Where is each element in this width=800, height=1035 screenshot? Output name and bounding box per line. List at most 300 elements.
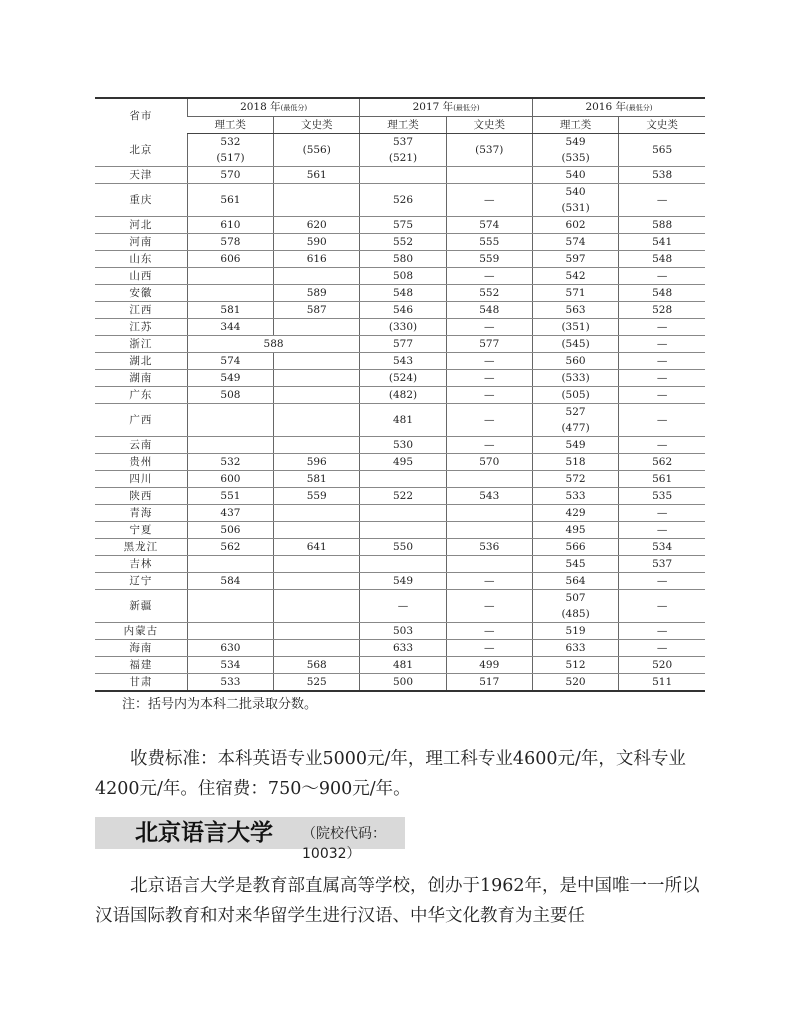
score-cell [532,454,618,471]
table-row [95,522,705,539]
province-cell: 黑龙江 [95,539,187,556]
score-cell [619,134,705,167]
score-value: 548 [392,287,414,299]
score-cell [274,454,360,471]
score-cell [274,167,360,184]
score-cell [446,217,532,234]
score-cell [532,353,618,370]
score-cell [619,623,705,640]
score-value: — [484,600,495,612]
score-value: 570 [220,169,241,181]
score-cell [187,539,273,556]
score-cell [532,404,618,437]
score-value: — [656,270,668,282]
score-value: 500 [392,676,414,688]
score-value: 588 [652,219,673,231]
score-value: 559 [306,490,327,502]
table-row [95,234,705,251]
score-cell [532,674,618,692]
score-cell [274,285,360,302]
score-value: 596 [306,456,327,468]
score-cell [532,573,618,590]
score-value: 495 [392,456,414,468]
score-cell [187,251,273,268]
province-cell: 山西 [95,268,187,285]
province-cell: 吉林 [95,556,187,573]
score-value: 518 [565,456,586,468]
school-name: 北京语言大学 [135,820,273,846]
province-cell: 安徽 [95,285,187,302]
score-cell [274,522,360,539]
province-cell: 新疆 [95,590,187,623]
table-row [95,640,705,657]
score-value: 543 [479,490,500,502]
table-row [95,184,705,217]
score-cell [360,556,446,573]
score-cell [532,539,618,556]
province-cell: 重庆 [95,184,187,217]
score-cell [446,404,532,437]
table-row [95,370,705,387]
score-value: — [656,355,668,367]
score-value: 575 [392,219,414,231]
score-value: 548 [652,287,673,299]
score-cell [619,217,705,234]
score-cell [446,285,532,302]
score-value: — [656,194,668,206]
score-cell [446,623,532,640]
score-cell [532,471,618,488]
score-cell [619,471,705,488]
score-value: 559 [479,253,500,265]
score-value: — [656,414,668,426]
province-cell: 四川 [95,471,187,488]
score-cell [532,134,618,167]
score-cell [274,184,360,217]
score-value: 572 [565,473,586,485]
score-value: 503 [392,625,414,637]
score-value: — [484,642,495,654]
score-cell [446,167,532,184]
province-cell: 天津 [95,167,187,184]
score-value: 481 [392,414,414,426]
score-cell [187,285,273,302]
province-cell: 山东 [95,251,187,268]
score-value: 616 [306,253,327,265]
province-cell: 宁夏 [95,522,187,539]
score-cell [274,674,360,692]
province-cell: 浙江 [95,336,187,353]
score-value: — [656,321,668,333]
score-value: 538 [652,169,673,181]
province-cell: 内蒙古 [95,623,187,640]
score-cell [619,234,705,251]
score-value: 606 [220,253,241,265]
score-value: (477) [561,422,590,434]
score-cell [274,573,360,590]
score-cell [274,437,360,454]
score-cell [532,302,618,319]
table-row [95,437,705,454]
score-value: 551 [220,490,241,502]
score-cell [532,522,618,539]
score-value: 528 [652,304,673,316]
score-value: 535 [652,490,673,502]
score-cell [619,404,705,437]
score-cell [446,640,532,657]
score-value: 519 [565,625,586,637]
score-cell [446,522,532,539]
score-value: — [484,575,495,587]
score-cell [360,353,446,370]
score-cell [446,488,532,505]
score-cell [446,539,532,556]
score-cell [532,505,618,522]
score-value: 527 [565,406,586,418]
score-cell [274,319,360,336]
score-value: 574 [565,236,586,248]
score-cell [446,657,532,674]
province-cell: 福建 [95,657,187,674]
province-cell: 陕西 [95,488,187,505]
score-cell [360,302,446,319]
score-cell [446,674,532,692]
table-body [95,134,705,692]
score-value: 555 [479,236,500,248]
score-cell [187,387,273,404]
province-cell: 广东 [95,387,187,404]
score-cell [532,167,618,184]
score-cell [360,657,446,674]
score-value: (537) [475,144,504,156]
score-cell [187,437,273,454]
score-cell [360,336,446,353]
score-cell [360,522,446,539]
score-cell [187,268,273,285]
score-value: 540 [565,169,586,181]
score-cell [360,234,446,251]
fee-paragraph: 收费标准：本科英语专业5000元/年，理工科专业4600元/年，文科专业4200元/年。住宿费：750～900元/年。 [95,749,686,799]
score-cell [274,471,360,488]
province-cell: 江苏 [95,319,187,336]
score-cell [187,234,273,251]
score-cell [187,319,273,336]
table-row [95,556,705,573]
score-cell [360,539,446,556]
category-header: 理工类 [187,117,273,134]
score-value: 589 [306,287,327,299]
score-cell [360,590,446,623]
score-value: 566 [565,541,586,553]
score-cell [619,167,705,184]
score-value: 537 [392,136,414,148]
score-cell [187,556,273,573]
score-value: — [656,389,668,401]
score-cell [187,623,273,640]
score-value: 564 [565,575,586,587]
score-value: 641 [306,541,327,553]
score-value: 577 [479,338,500,350]
table-row [95,657,705,674]
score-value: 534 [652,541,673,553]
table-row [95,623,705,640]
score-cell [619,184,705,217]
score-value: (330) [388,321,418,333]
score-cell [532,234,618,251]
score-cell [532,285,618,302]
score-value: 562 [652,456,673,468]
score-value: 630 [220,642,241,654]
score-value: 600 [220,473,241,485]
score-cell [532,370,618,387]
score-cell [360,471,446,488]
table-row [95,285,705,302]
score-cell [187,590,273,623]
score-value: 537 [652,558,673,570]
score-value: 542 [565,270,586,282]
score-cell [446,353,532,370]
score-cell [532,387,618,404]
score-cell [360,387,446,404]
score-value: 526 [392,194,414,206]
score-cell [360,640,446,657]
province-cell: 河北 [95,217,187,234]
score-cell [187,134,273,167]
score-cell [532,319,618,336]
score-cell [532,184,618,217]
score-cell [187,471,273,488]
score-cell [446,454,532,471]
score-value: — [656,372,668,384]
score-value: — [656,600,668,612]
score-cell [187,488,273,505]
score-value: 549 [565,136,586,148]
score-value: 552 [392,236,414,248]
score-cell [446,370,532,387]
province-cell: 云南 [95,437,187,454]
score-cell [619,319,705,336]
score-cell [274,370,360,387]
score-value: 633 [392,642,414,654]
score-value: — [656,642,668,654]
score-cell [360,268,446,285]
table-row [95,336,705,353]
table-row [95,590,705,623]
score-cell [274,640,360,657]
score-cell [532,251,618,268]
score-cell [360,285,446,302]
score-cell [187,404,273,437]
table-row [95,539,705,556]
score-value: 512 [565,659,586,671]
score-cell [619,251,705,268]
score-cell [360,437,446,454]
score-value: — [484,439,495,451]
score-value: 610 [220,219,241,231]
year-header [360,98,533,117]
score-value: 562 [220,541,241,553]
score-value: 522 [392,490,414,502]
score-cell [446,268,532,285]
score-value: — [484,270,495,282]
score-cell [446,505,532,522]
score-cell [446,387,532,404]
score-value: (485) [561,608,590,620]
score-cell [274,134,360,167]
score-cell [619,590,705,623]
score-cell [532,556,618,573]
score-value: 565 [652,144,673,156]
score-value: 550 [392,541,414,553]
score-value: 549 [220,372,241,384]
score-value: — [484,321,495,333]
score-cell [187,370,273,387]
score-value: 507 [565,592,586,604]
score-cell [446,590,532,623]
score-value: 541 [652,236,673,248]
score-cell [360,488,446,505]
province-cell: 湖南 [95,370,187,387]
province-cell: 青海 [95,505,187,522]
table-header [95,98,705,134]
score-value: 548 [652,253,673,265]
score-value: 581 [220,304,241,316]
score-value: 548 [479,304,500,316]
table-row [95,454,705,471]
score-value: 546 [392,304,414,316]
score-value: 578 [220,236,241,248]
score-value: (521) [388,152,418,164]
score-cell [619,387,705,404]
score-cell [619,353,705,370]
score-cell [187,522,273,539]
score-value: 545 [565,558,586,570]
score-cell [187,353,273,370]
score-cell [274,234,360,251]
score-cell [532,217,618,234]
table-row [95,573,705,590]
score-value: (505) [561,389,590,401]
score-value: (535) [561,152,590,164]
score-cell [446,471,532,488]
table-row [95,404,705,437]
table-row [95,319,705,336]
score-value: 590 [306,236,327,248]
score-value: 563 [565,304,586,316]
score-value: 506 [220,524,241,536]
score-cell [360,573,446,590]
score-cell [619,488,705,505]
score-cell [360,167,446,184]
score-value: — [656,575,668,587]
score-cell [187,505,273,522]
category-header: 理工类 [532,117,618,134]
score-value: 536 [479,541,500,553]
table-row [95,471,705,488]
score-cell [360,251,446,268]
score-value: 532 [220,456,241,468]
table-row [95,302,705,319]
score-value: 481 [392,659,414,671]
province-cell: 河南 [95,234,187,251]
score-cell [532,623,618,640]
year-header [532,98,705,117]
intro-paragraph: 北京语言大学是教育部直属高等学校，创办于1962年，是中国唯一一所以汉语国际教育和对来华留学生进行汉语、中华文化教育为主要任 [95,876,700,926]
score-cell [532,640,618,657]
score-cell [619,370,705,387]
province-cell: 海南 [95,640,187,657]
score-value: 511 [652,676,673,688]
score-cell [274,217,360,234]
score-value: 495 [565,524,586,536]
score-value: (545) [561,338,590,350]
score-value: 549 [392,575,414,587]
score-cell [187,657,273,674]
score-cell [446,184,532,217]
score-cell [532,437,618,454]
score-cell [446,234,532,251]
score-cell [360,184,446,217]
score-value: 533 [220,676,241,688]
score-cell [446,437,532,454]
score-value: 517 [479,676,500,688]
score-cell [532,657,618,674]
score-cell [187,302,273,319]
score-value: 552 [479,287,500,299]
score-value: — [656,524,668,536]
score-cell [446,251,532,268]
score-value: 584 [220,575,241,587]
score-value: — [656,625,668,637]
score-value: 533 [565,490,586,502]
score-value: 525 [306,676,327,688]
year-header [187,98,360,117]
score-value: 561 [652,473,673,485]
score-cell [619,505,705,522]
score-value: — [484,355,495,367]
score-value: (556) [302,144,331,156]
score-cell [360,370,446,387]
score-value: — [484,625,495,637]
score-value: (517) [216,152,245,164]
score-cell [360,623,446,640]
score-value: (524) [388,372,418,384]
score-value: — [656,507,668,519]
table-row [95,353,705,370]
province-header: 省市 [95,98,187,134]
score-value: 540 [565,186,586,198]
score-value: 580 [392,253,414,265]
score-value: 520 [565,676,586,688]
score-value: — [484,194,495,206]
score-cell [274,539,360,556]
score-cell [274,590,360,623]
score-value: 574 [220,355,241,367]
score-cell [360,404,446,437]
score-cell [619,573,705,590]
score-cell [274,251,360,268]
score-value: 587 [306,304,327,316]
score-value: (351) [561,321,590,333]
score-value: 534 [220,659,241,671]
score-cell [619,539,705,556]
score-value: — [656,439,668,451]
year-label: 2017 年 [412,101,454,113]
year-label: 2016 年 [585,101,626,113]
table-row [95,505,705,522]
score-cell [274,302,360,319]
score-value: 602 [565,219,586,231]
